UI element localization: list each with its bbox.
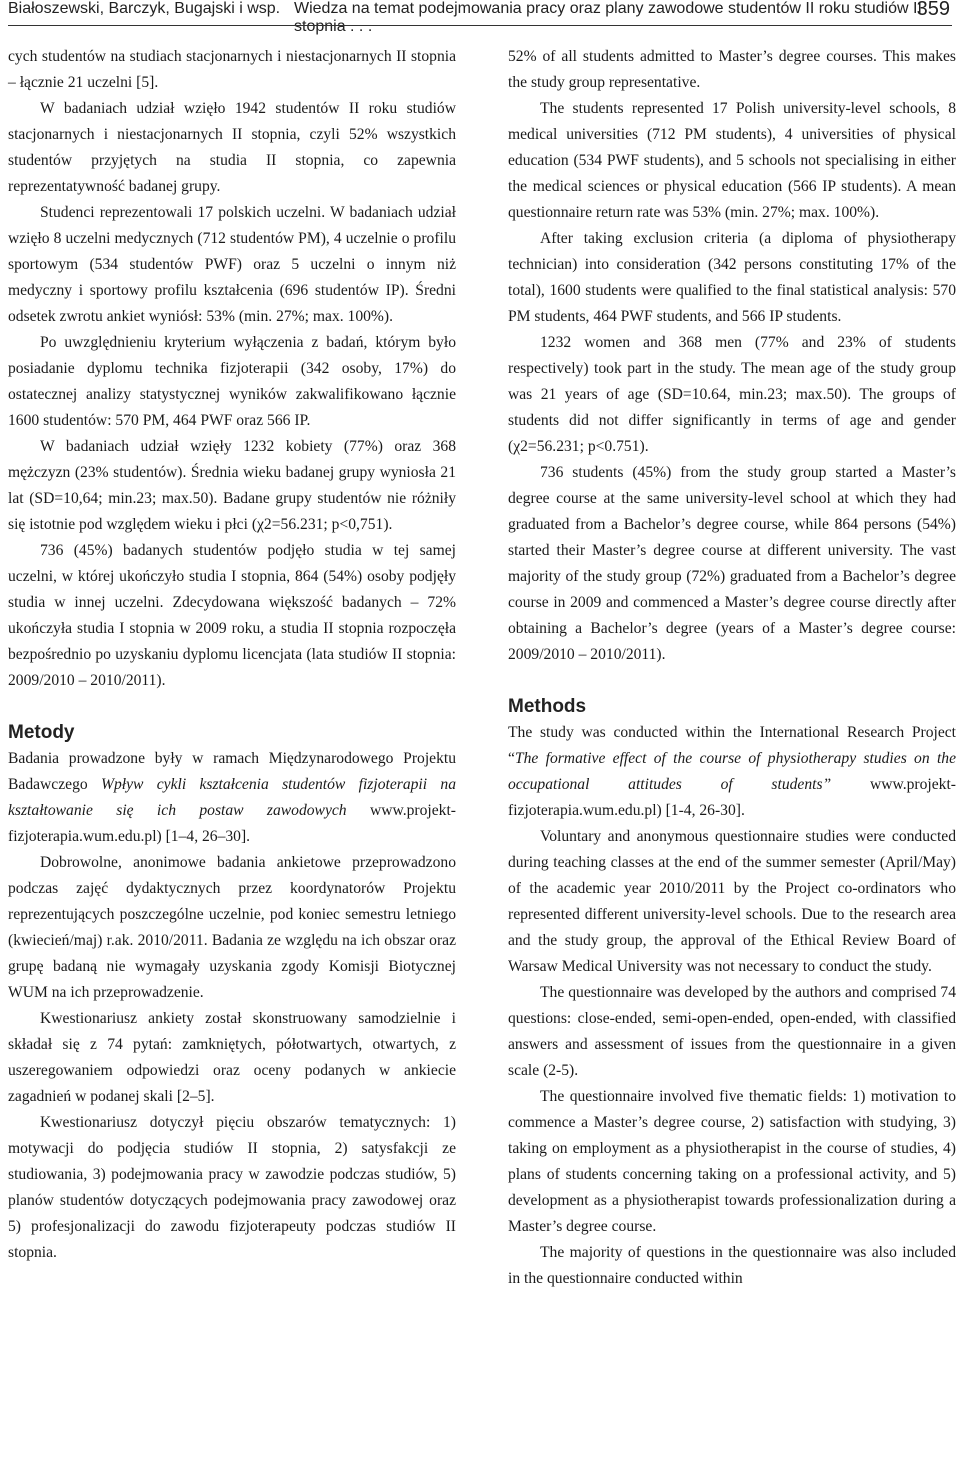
paragraph: W badaniach udział wzięły 1232 kobiety (77%) oraz 368 mężczyzn (23% studentów). Średnia wieku badanej grupy wyniosła 21 lat (SD=10,64; min.23; max.50). Badane grupy studentów nie różniły się istotnie pod względem wieku i płci (χ2=56.231; p<0,751). xyxy=(8,438,456,533)
paragraph xyxy=(508,720,956,824)
running-header xyxy=(8,0,952,35)
text-run: www.projekt-fizjoterapia.wum.edu.pl) [1-4, 26-30]. xyxy=(508,776,956,819)
paragraph: The students represented 17 Polish university-level schools, 8 medical universities (712 PM students), 4 universities of physical education (534 PWF students), and 5 schools not specialising in either the medical sciences or physical education (566 IP students). A mean questionnaire return rate was 53% (min. 27%; max. 100%). xyxy=(508,100,956,221)
section-heading-metody: Metody xyxy=(8,722,75,743)
header-rule xyxy=(8,25,952,26)
paragraph: 1232 women and 368 men (77% and 23% of students respectively) took part in the study. The mean age of the study group was 21 years of age (SD=10.64, min.23; max.50). The groups of students did not differ significantly in terms of age and gender (χ2=56.231; p<0.751). xyxy=(508,334,956,455)
spacer xyxy=(508,668,956,694)
paragraph xyxy=(8,746,456,850)
text-run: www.projekt-fizjoterapia.wum.edu.pl) [1–4, 26–30]. xyxy=(8,802,456,845)
right-column-english xyxy=(508,44,956,1292)
header-authors: Białoszewski, Barczyk, Bugajski i wsp. xyxy=(8,0,281,17)
project-title-italic: Wpływ cykli kształcenia studentów fizjoterapii na kształtowanie się ich postaw zawodowych xyxy=(8,776,456,819)
paragraph: 736 students (45%) from the study group started a Master’s degree course at the same university-level school at which they had graduated from a Bachelor’s degree course, while 864 persons (54%) started their Master’s degree course at different university. The vast majority of the study group (72%) graduated from a Bachelor’s degree course in 2009 and commenced a Master’s degree course directly after obtaining a Bachelor’s degree (years of a Master’s degree course: 2009/2010 – 2010/2011). xyxy=(508,464,956,663)
paragraph: W badaniach udział wzięło 1942 studentów II roku studiów stacjonarnych i niestacjonarnych II stopnia, czyli 52% wszystkich studentów przyjętych na studia II stopnia, co zapewnia reprezentatywność badanej grupy. xyxy=(8,100,456,195)
paragraph: Dobrowolne, anonimowe badania ankietowe przeprowadzono podczas zajęć dydaktycznych przez koordynatorów Projektu reprezentujących poszczególne uczelnie, pod koniec semestru letniego (kwiecień/maj) r.ak. 2010/2011. Badania ze względu na ich obszar oraz grupę badaną nie wymagały uzyskania zgody Komisji Biotycznej WUM na ich przeprowadzenie. xyxy=(8,854,456,1001)
paragraph: Voluntary and anonymous questionnaire studies were conducted during teaching classes at the end of the summer semester (April/May) of the academic year 2010/2011 by the Project co-ordinators who represented different university-level schools. Due to the research area and the study group, the approval of the Ethical Review Board of Warsaw Medical University was not necessary to conduct the study. xyxy=(508,828,956,975)
paragraph: The questionnaire involved five thematic fields: 1) motivation to commence a Master’s degree course, 2) satisfaction with studying, 3) taking on employment as a physiotherapist in the course of studies, 4) plans of students concerning taking on a professional activity, and 5) development as a physiotherapist towards professionalization during a Master’s degree course. xyxy=(508,1088,956,1235)
text-run: Badania prowadzone były w ramach Międzynarodowego Projektu Badawczego xyxy=(8,750,456,793)
paragraph: 736 (45%) badanych studentów podjęło studia w tej samej uczelni, w której ukończyło studia I stopnia, 864 (54%) osoby podjęły studia w innej uczelni. Zdecydowana większość badanych – 72% ukończyła studia I stopnia w 2009 roku, a studia II stopnia rozpoczęła bezpośrednio po uzyskaniu dyplomu licencjata (lata studiów II stopnia: 2009/2010 – 2010/2011). xyxy=(8,542,456,689)
paragraph: Kwestionariusz dotyczył pięciu obszarów tematycznych: 1) motywacji do podjęcia studiów II stopnia, 2) satysfakcji ze studiowania, 3) podejmowania pracy w zawodzie podczas studiów, 5) planów studentów dotyczących podejmowania pracy zawodowej oraz 5) profesjonalizacji do zawodu fizjoterapeuty podczas studiów II stopnia. xyxy=(8,1114,456,1261)
project-title-italic: The formative effect of the course of physiotherapy studies on the occupational attitudes of students” xyxy=(508,750,956,793)
paragraph: The questionnaire was developed by the authors and comprised 74 questions: close-ended, semi-open-ended, open-ended, with classified answers and assessment of issues from the questionnaire in a given scale (2-5). xyxy=(508,984,956,1079)
paragraph: The majority of questions in the questionnaire was also included in the questionnaire conducted within xyxy=(508,1244,956,1287)
paragraph: 52% of all students admitted to Master’s degree courses. This makes the study group representative. xyxy=(508,48,956,91)
text-run: The study was conducted within the International Research Project “ xyxy=(508,724,956,767)
left-column-polish xyxy=(8,44,456,1266)
paragraph: Studenci reprezentowali 17 polskich uczelni. W badaniach udział wzięło 8 uczelni medycznych (712 studentów PM), 4 uczelnie o profilu sportowym (534 studentów PWF) oraz 5 uczelni o innym niż medyczny i sportowy profilu kształcenia (696 studentów IP). Średni odsetek zwrotu ankiet wyniósł: 53% (min. 27%; max. 100%). xyxy=(8,204,456,325)
paragraph: Po uwzględnieniu kryterium wyłączenia z badań, którym było posiadanie dyplomu technika fizjoterapii (342 osoby, 17%) do ostatecznej analizy statystycznej wyników zakwalifikowano łącznie 1600 studentów: 570 PM, 464 PWF oraz 566 IP. xyxy=(8,334,456,429)
page-number: 359 xyxy=(916,0,950,20)
paragraph: Kwestionariusz ankiety został skonstruowany samodzielnie i składał się z 74 pytań: zamkniętych, półotwartych, otwartych, z uszeregowaniem odpowiedzi oraz oceny podanych w ankiecie zagadnień w podanej skali [2–5]. xyxy=(8,1010,456,1105)
paragraph: cych studentów na studiach stacjonarnych i niestacjonarnych II stopnia – łącznie 21 uczelni [5]. xyxy=(8,48,456,91)
section-heading-methods: Methods xyxy=(508,696,587,717)
paragraph: After taking exclusion criteria (a diploma of physiotherapy technician) into consideration (342 persons constituting 17% of the total), 1600 students were qualified to the final statistical analysis: 570 PM students, 464 PWF students, and 566 IP students. xyxy=(508,230,956,325)
header-running-title: Wiedza na temat podejmowania pracy oraz plany zawodowe studentów II roku studiów II stopnia . . . xyxy=(294,0,922,35)
spacer xyxy=(8,694,456,720)
